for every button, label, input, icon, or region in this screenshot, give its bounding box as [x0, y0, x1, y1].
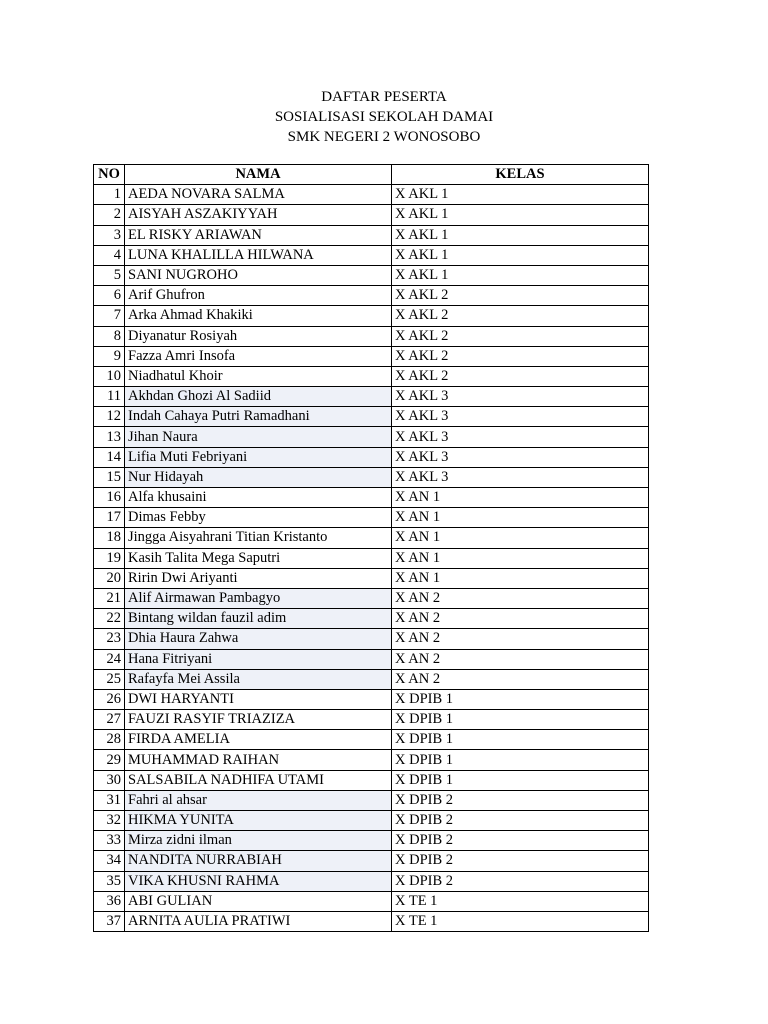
- row-number-cell: 34: [94, 851, 125, 871]
- class-cell: X AN 2: [392, 629, 649, 649]
- row-number-cell: 26: [94, 689, 125, 709]
- column-header-no: NO: [94, 165, 125, 185]
- name-cell: Niadhatul Khoir: [125, 366, 392, 386]
- class-cell: X DPIB 2: [392, 831, 649, 851]
- table-row: [94, 911, 649, 931]
- table-row: [94, 528, 649, 548]
- row-number-cell: 1: [94, 185, 125, 205]
- row-number-cell: 9: [94, 346, 125, 366]
- table-row: [94, 326, 649, 346]
- name-cell: LUNA KHALILLA HILWANA: [125, 245, 392, 265]
- class-cell: X TE 1: [392, 891, 649, 911]
- row-number-cell: 22: [94, 609, 125, 629]
- row-number-cell: 12: [94, 407, 125, 427]
- row-number-cell: 28: [94, 730, 125, 750]
- class-cell: X DPIB 1: [392, 770, 649, 790]
- table-row: [94, 185, 649, 205]
- row-number-cell: 30: [94, 770, 125, 790]
- participant-table: [93, 164, 649, 932]
- table-row: [94, 891, 649, 911]
- table-row: [94, 871, 649, 891]
- row-number-cell: 10: [94, 366, 125, 386]
- class-cell: X AKL 1: [392, 225, 649, 245]
- class-cell: X AKL 3: [392, 427, 649, 447]
- title-line-3: SMK NEGERI 2 WONOSOBO: [287, 129, 481, 145]
- table-row: [94, 467, 649, 487]
- name-cell: ARNITA AULIA PRATIWI: [125, 911, 392, 931]
- row-number-cell: 6: [94, 286, 125, 306]
- table-row: [94, 811, 649, 831]
- table-row: [94, 447, 649, 467]
- title-line-1: DAFTAR PESERTA: [321, 89, 447, 105]
- table-row: [94, 488, 649, 508]
- name-cell: Lifia Muti Febriyani: [125, 447, 392, 467]
- table-row: [94, 427, 649, 447]
- class-cell: X AN 1: [392, 548, 649, 568]
- name-cell: Ririn Dwi Ariyanti: [125, 568, 392, 588]
- row-number-cell: 17: [94, 508, 125, 528]
- class-cell: X AN 1: [392, 528, 649, 548]
- table-row: [94, 346, 649, 366]
- row-number-cell: 4: [94, 245, 125, 265]
- row-number-cell: 15: [94, 467, 125, 487]
- class-cell: X AKL 1: [392, 245, 649, 265]
- table-row: [94, 568, 649, 588]
- name-cell: Dhia Haura Zahwa: [125, 629, 392, 649]
- name-cell: Mirza zidni ilman: [125, 831, 392, 851]
- class-cell: X AN 1: [392, 568, 649, 588]
- row-number-cell: 20: [94, 568, 125, 588]
- name-cell: Fazza Amri Insofa: [125, 346, 392, 366]
- table-row: [94, 508, 649, 528]
- class-cell: X DPIB 1: [392, 689, 649, 709]
- class-cell: X DPIB 1: [392, 750, 649, 770]
- name-cell: Jingga Aisyahrani Titian Kristanto: [125, 528, 392, 548]
- row-number-cell: 21: [94, 588, 125, 608]
- table-body: [94, 185, 649, 932]
- class-cell: X AN 2: [392, 669, 649, 689]
- class-cell: X DPIB 2: [392, 790, 649, 810]
- name-cell: Nur Hidayah: [125, 467, 392, 487]
- name-cell: Kasih Talita Mega Saputri: [125, 548, 392, 568]
- table-row: [94, 669, 649, 689]
- name-cell: Akhdan Ghozi Al Sadiid: [125, 387, 392, 407]
- class-cell: X AKL 3: [392, 387, 649, 407]
- row-number-cell: 19: [94, 548, 125, 568]
- document-title: [0, 87, 768, 147]
- row-number-cell: 13: [94, 427, 125, 447]
- table-row: [94, 225, 649, 245]
- table-row: [94, 609, 649, 629]
- column-header-nama: NAMA: [125, 165, 392, 185]
- row-number-cell: 11: [94, 387, 125, 407]
- class-cell: X DPIB 2: [392, 811, 649, 831]
- table-row: [94, 730, 649, 750]
- class-cell: X AN 1: [392, 488, 649, 508]
- table-row: [94, 770, 649, 790]
- name-cell: Arif Ghufron: [125, 286, 392, 306]
- column-header-kelas: KELAS: [392, 165, 649, 185]
- row-number-cell: 2: [94, 205, 125, 225]
- name-cell: FIRDA AMELIA: [125, 730, 392, 750]
- table-row: [94, 851, 649, 871]
- row-number-cell: 18: [94, 528, 125, 548]
- table-row: [94, 286, 649, 306]
- class-cell: X AN 2: [392, 588, 649, 608]
- name-cell: Rafayfa Mei Assila: [125, 669, 392, 689]
- row-number-cell: 29: [94, 750, 125, 770]
- class-cell: X AN 1: [392, 508, 649, 528]
- row-number-cell: 5: [94, 265, 125, 285]
- name-cell: Jihan Naura: [125, 427, 392, 447]
- title-line-2: SOSIALISASI SEKOLAH DAMAI: [274, 109, 494, 125]
- table-row: [94, 265, 649, 285]
- class-cell: X AKL 3: [392, 407, 649, 427]
- class-cell: X AKL 3: [392, 447, 649, 467]
- table-row: [94, 649, 649, 669]
- name-cell: EL RISKY ARIAWAN: [125, 225, 392, 245]
- table-row: [94, 306, 649, 326]
- name-cell: Diyanatur Rosiyah: [125, 326, 392, 346]
- name-cell: Hana Fitriyani: [125, 649, 392, 669]
- name-cell: DWI HARYANTI: [125, 689, 392, 709]
- name-cell: Bintang wildan fauzil adim: [125, 609, 392, 629]
- name-cell: SALSABILA NADHIFA UTAMI: [125, 770, 392, 790]
- class-cell: X AKL 2: [392, 346, 649, 366]
- class-cell: X AKL 1: [392, 205, 649, 225]
- class-cell: X AKL 2: [392, 286, 649, 306]
- name-cell: Alif Airmawan Pambagyo: [125, 588, 392, 608]
- table-row: [94, 387, 649, 407]
- name-cell: Fahri al ahsar: [125, 790, 392, 810]
- class-cell: X AKL 1: [392, 265, 649, 285]
- class-cell: X AKL 2: [392, 326, 649, 346]
- name-cell: HIKMA YUNITA: [125, 811, 392, 831]
- class-cell: X AN 2: [392, 649, 649, 669]
- table-row: [94, 710, 649, 730]
- class-cell: X TE 1: [392, 911, 649, 931]
- name-cell: ABI GULIAN: [125, 891, 392, 911]
- row-number-cell: 14: [94, 447, 125, 467]
- table-row: [94, 205, 649, 225]
- table-row: [94, 548, 649, 568]
- row-number-cell: 25: [94, 669, 125, 689]
- name-cell: AEDA NOVARA SALMA: [125, 185, 392, 205]
- row-number-cell: 16: [94, 488, 125, 508]
- name-cell: Dimas Febby: [125, 508, 392, 528]
- table-row: [94, 588, 649, 608]
- table-header-row: [94, 165, 649, 185]
- row-number-cell: 24: [94, 649, 125, 669]
- name-cell: Arka Ahmad Khakiki: [125, 306, 392, 326]
- row-number-cell: 7: [94, 306, 125, 326]
- class-cell: X AKL 2: [392, 366, 649, 386]
- row-number-cell: 27: [94, 710, 125, 730]
- table-row: [94, 366, 649, 386]
- class-cell: X AKL 2: [392, 306, 649, 326]
- table-row: [94, 750, 649, 770]
- name-cell: NANDITA NURRABIAH: [125, 851, 392, 871]
- table-row: [94, 245, 649, 265]
- class-cell: X DPIB 2: [392, 851, 649, 871]
- table-row: [94, 629, 649, 649]
- row-number-cell: 36: [94, 891, 125, 911]
- table-row: [94, 407, 649, 427]
- class-cell: X DPIB 2: [392, 871, 649, 891]
- name-cell: MUHAMMAD RAIHAN: [125, 750, 392, 770]
- table-row: [94, 831, 649, 851]
- name-cell: Indah Cahaya Putri Ramadhani: [125, 407, 392, 427]
- name-cell: SANI NUGROHO: [125, 265, 392, 285]
- class-cell: X DPIB 1: [392, 730, 649, 750]
- row-number-cell: 31: [94, 790, 125, 810]
- row-number-cell: 32: [94, 811, 125, 831]
- class-cell: X AKL 3: [392, 467, 649, 487]
- table-row: [94, 689, 649, 709]
- name-cell: Alfa khusaini: [125, 488, 392, 508]
- name-cell: FAUZI RASYIF TRIAZIZA: [125, 710, 392, 730]
- table-row: [94, 790, 649, 810]
- row-number-cell: 23: [94, 629, 125, 649]
- class-cell: X AN 2: [392, 609, 649, 629]
- class-cell: X AKL 1: [392, 185, 649, 205]
- name-cell: VIKA KHUSNI RAHMA: [125, 871, 392, 891]
- name-cell: AISYAH ASZAKIYYAH: [125, 205, 392, 225]
- row-number-cell: 37: [94, 911, 125, 931]
- class-cell: X DPIB 1: [392, 710, 649, 730]
- row-number-cell: 35: [94, 871, 125, 891]
- row-number-cell: 8: [94, 326, 125, 346]
- row-number-cell: 33: [94, 831, 125, 851]
- row-number-cell: 3: [94, 225, 125, 245]
